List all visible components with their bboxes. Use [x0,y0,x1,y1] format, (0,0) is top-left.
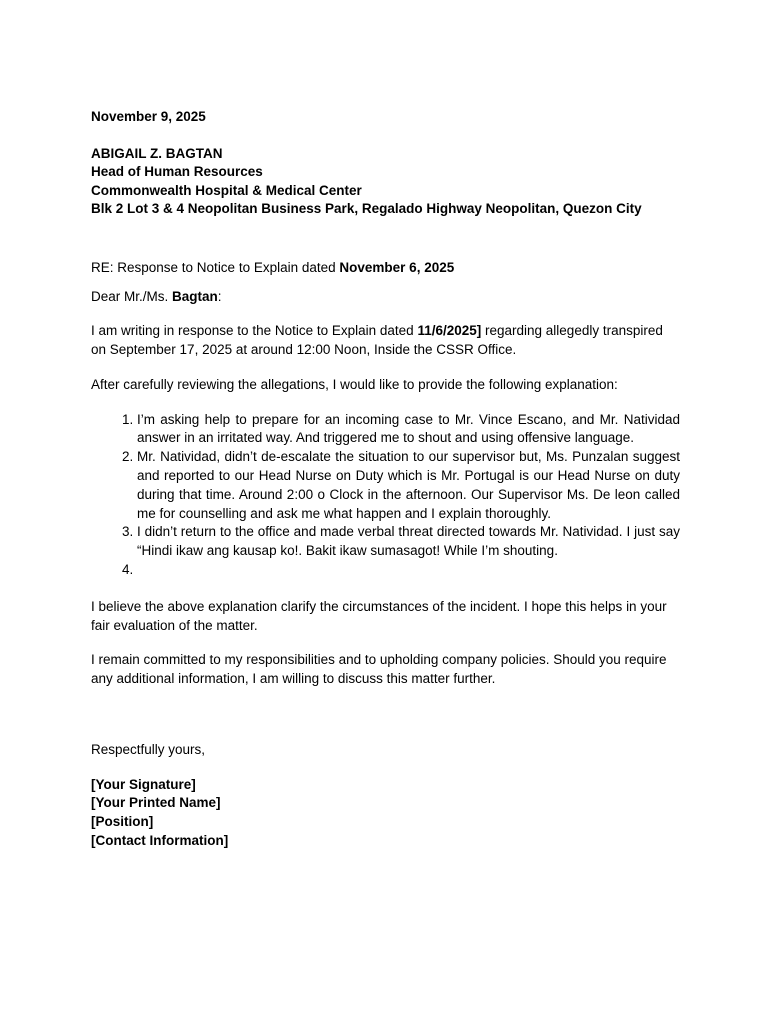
list-item: 1. I’m asking help to prepare for an incoming case to Mr. Vince Escano, and Mr. Natividad answer in an irritated way. And triggered me to shout and using offensive language. [137,411,680,449]
lead-in-paragraph: After carefully reviewing the allegations, I would like to provide the following explanation: [91,376,618,392]
printed-name-placeholder: [Your Printed Name] [91,795,221,811]
recipient-title: Head of Human Resources [91,164,263,180]
letter-date: November 9, 2025 [91,109,206,124]
salutation-name: Bagtan [172,288,218,304]
subject-line [91,259,680,278]
intro-before: I am writing in response to the Notice to Explain dated [91,323,418,339]
recipient-block [91,145,680,219]
recipient-name: ABIGAIL Z. BAGTAN [91,145,223,161]
intro-date: 11/6/2025] [417,323,482,339]
contact-placeholder: [Contact Information] [91,832,229,848]
recipient-address: Blk 2 Lot 3 & 4 Neopolitan Business Park, Regalado Highway Neopolitan, Quezon City [91,201,642,217]
explanation-list [91,411,680,580]
list-item: 2. Mr. Natividad, didn’t de-escalate the situation to our supervisor but, Ms. Punzalan suggest and reported to our Head Nurse on Duty which is Mr. Portugal is our Head Nurse on duty during that time. Around 2:00 o Clock in the afternoon. Our Supervisor Ms. De leon called me for counselling and ask me what happen and I explain thoroughly. [137,448,680,523]
conclusion-paragraph: I believe the above explanation clarify the circumstances of the incident. I hope this helps in your fair evaluation of the matter. [91,598,667,633]
subject-date: November 6, 2025 [339,259,455,275]
intro-after: regarding allegedly transpired on September 17, 2025 at around 12:00 Noon, Inside the CSSR Office. [91,323,663,357]
list-item: 3. I didn’t return to the office and made verbal threat directed towards Mr. Natividad. I just say “Hindi ikaw ang kausap ko!. Bakit ikaw sumasagot! While I’m shouting. [137,523,680,561]
salutation-suffix: : [217,288,222,304]
commitment-paragraph: I remain committed to my responsibilities and to upholding company policies. Should you require any additional information, I am willing to discuss this matter further. [91,652,667,687]
position-placeholder: [Position] [91,814,154,830]
salutation [91,288,680,307]
intro-paragraph [91,322,680,360]
list-item [137,561,680,580]
subject-prefix: RE: Response to Notice to Explain dated [91,259,340,275]
signature-placeholder: [Your Signature] [91,776,196,792]
closing-block [91,741,680,851]
recipient-organization: Commonwealth Hospital & Medical Center [91,182,362,198]
salutation-prefix: Dear Mr./Ms. [91,288,173,304]
closing-line: Respectfully yours, [91,741,206,757]
signature-block [91,776,680,851]
